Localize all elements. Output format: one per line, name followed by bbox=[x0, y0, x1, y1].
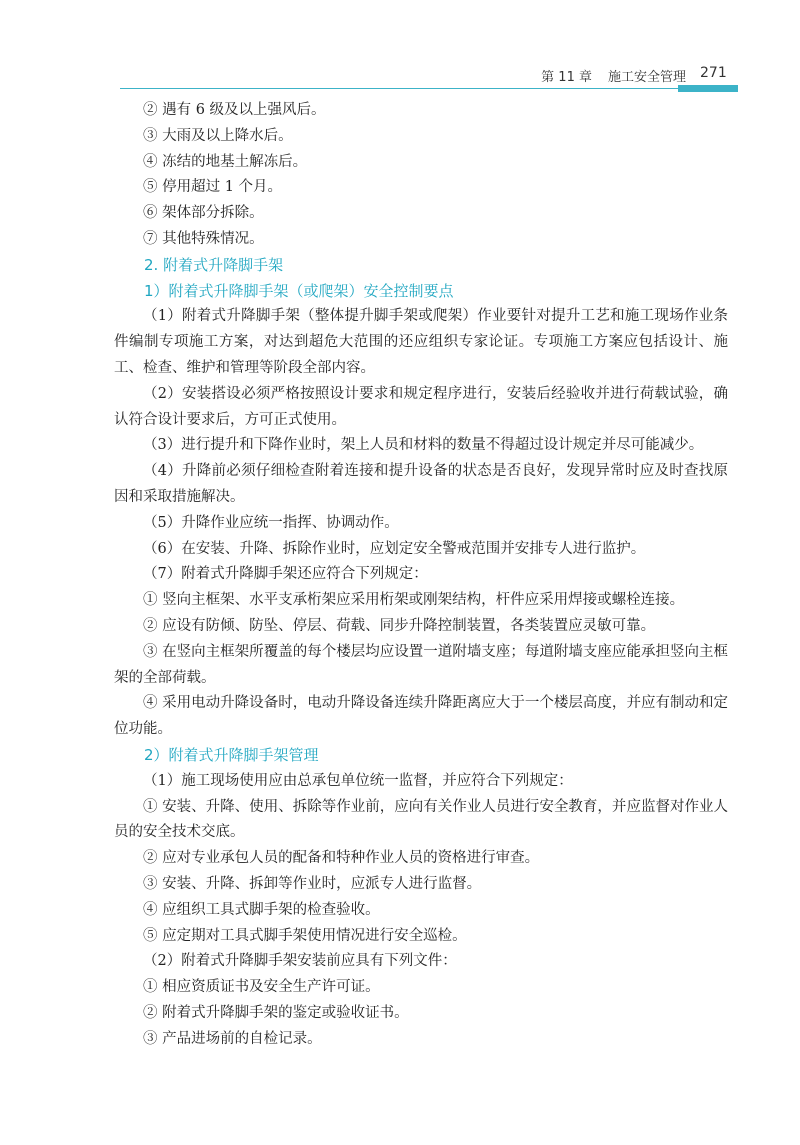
body-paragraph: ① 安装、升降、使用、拆除等作业前，应向有关作业人员进行安全教育，并应监督对作业人员的安全技术交底。 bbox=[114, 798, 728, 841]
body-paragraph: ④ 应组织工具式脚手架的检查验收。 bbox=[143, 901, 380, 918]
body-paragraph: （1）附着式升降脚手架（整体提升脚手架或爬架）作业要针对提升工艺和施工现场作业条件编制专项施工方案，对达到超危大范围的还应组织专家论证。专项施工方案应包括设计、施工、检查、维护和管理等阶段全部内容。 bbox=[114, 308, 728, 376]
body-paragraph: ② 附着式升降脚手架的鉴定或验收证书。 bbox=[143, 1004, 409, 1021]
body-paragraph: ③ 产品进场前的自检记录。 bbox=[143, 1030, 322, 1047]
body-paragraph: （5）升降作业应统一指挥、协调动作。 bbox=[143, 514, 399, 531]
body-paragraph: （7）附着式升降脚手架还应符合下列规定： bbox=[143, 566, 428, 583]
body-paragraph: ③ 在竖向主框架所覆盖的每个楼层均应设置一道附墙支座；每道附墙支座应能承担竖向主框架的全部荷载。 bbox=[114, 643, 728, 686]
list-item: ③ 大雨及以上降水后。 bbox=[143, 127, 293, 144]
body-paragraph: （2）附着式升降脚手架安装前应具有下列文件： bbox=[143, 953, 457, 970]
list-item: ④ 冻结的地基土解冻后。 bbox=[143, 153, 308, 170]
body-paragraph: （3）进行提升和下降作业时，架上人员和材料的数量不得超过设计规定并尽可能减少。 bbox=[143, 437, 704, 454]
section-heading: 2. 附着式升降脚手架 bbox=[144, 255, 284, 274]
subsection-heading: 2）附着式升降脚手架管理 bbox=[144, 745, 319, 764]
header-rule bbox=[120, 88, 678, 89]
body-paragraph: ② 应设有防倾、防坠、停层、荷载、同步升降控制装置，各类装置应灵敏可靠。 bbox=[143, 617, 656, 634]
body-paragraph: ① 相应资质证书及安全生产许可证。 bbox=[143, 979, 380, 996]
body-paragraph: ② 应对专业承包人员的配备和特种作业人员的资格进行审查。 bbox=[143, 850, 540, 867]
chapter-label: 第 11 章 bbox=[541, 70, 592, 85]
body-paragraph: （6）在安装、升降、拆除作业时，应划定安全警戒范围并安排专人进行监护。 bbox=[143, 540, 646, 557]
list-item: ⑦ 其他特殊情况。 bbox=[143, 230, 264, 247]
list-item: ⑥ 架体部分拆除。 bbox=[143, 205, 264, 222]
running-header bbox=[0, 60, 800, 92]
body-paragraph: ⑤ 应定期对工具式脚手架使用情况进行安全巡检。 bbox=[143, 927, 467, 944]
body-paragraph: ④ 采用电动升降设备时，电动升降设备连续升降距离应大于一个楼层高度，并应有制动和定位功能。 bbox=[114, 695, 728, 738]
body-paragraph: （1）施工现场使用应由总承包单位统一监督，并应符合下列规定： bbox=[143, 772, 573, 789]
body-paragraph: ③ 安装、升降、拆卸等作业时，应派专人进行监督。 bbox=[143, 875, 482, 892]
body-paragraph: （4）升降前必须仔细检查附着连接和提升设备的状态是否良好，发现异常时应及时查找原因和采取措施解决。 bbox=[114, 463, 728, 505]
body-paragraph: ① 竖向主框架、水平支承桁架应采用桁架或刚架结构，杆件应采用焊接或螺栓连接。 bbox=[143, 592, 685, 609]
body-paragraph: （2）安装搭设必须严格按照设计要求和规定程序进行，安装后经验收并进行荷载试验，确认符合设计要求后，方可正式使用。 bbox=[114, 385, 728, 428]
body-content bbox=[114, 98, 728, 1052]
subsection-heading: 1）附着式升降脚手架（或爬架）安全控制要点 bbox=[144, 281, 454, 300]
chapter-title: 施工安全管理 bbox=[607, 70, 686, 85]
list-item: ⑤ 停用超过 1 个月。 bbox=[143, 179, 283, 196]
header-rule-bar bbox=[678, 85, 738, 92]
list-item: ② 遇有 6 级及以上强风后。 bbox=[143, 102, 326, 118]
page-number: 271 bbox=[700, 65, 727, 81]
running-head-text bbox=[541, 66, 686, 85]
